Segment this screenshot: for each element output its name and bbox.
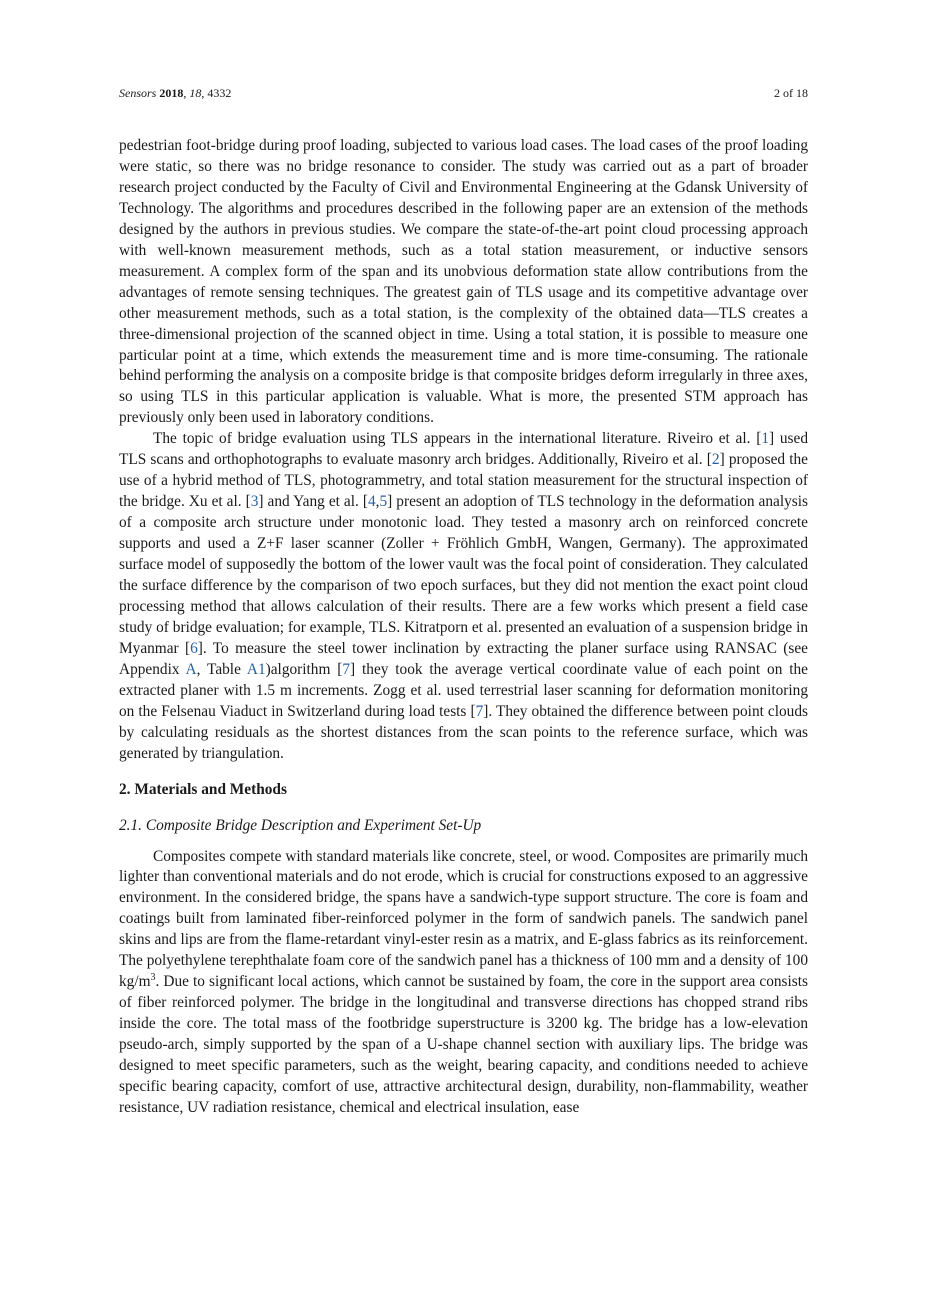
table-link[interactable]: A1 — [246, 660, 266, 678]
citation-link[interactable]: 2 — [711, 451, 720, 469]
citation-link[interactable]: 1 — [761, 430, 769, 448]
journal-volume: 18 — [189, 86, 202, 100]
citation-link[interactable]: 7 — [342, 660, 351, 678]
citation-link[interactable]: 6 — [190, 639, 198, 657]
citation-link[interactable]: 4 — [367, 493, 376, 511]
text-run: Composites compete with standard materials like concrete, steel, or wood. Composites are primarily much lighter than conventional materials and do not erode, which is crucial for constructions exposed to an aggressive environment. In the considered bridge, the spans have a sandwich-type support structure. The core is foam and coatings built from laminated fiber-reinforced polymer in the form of sandwich panels. The sandwich panel skins and lips are from the flame-retardant vinyl-ester resin as a matrix, and E-glass fabrics as its reinforcement. The polyethylene terephthalate foam core of the sandwich panel has a thickness of 100 mm and a density of 100 kg/m — [119, 847, 808, 991]
citation-link[interactable]: 3 — [250, 493, 259, 511]
subsection-heading: 2.1. Composite Bridge Description and Experiment Set-Up — [119, 816, 482, 834]
text-run: ] proposed the use of a hybrid method of TLS, photogrammetry, and total station measurement for the structural inspection of the bridge. Xu et al. [ — [119, 451, 808, 511]
section-heading: 2. Materials and Methods — [119, 780, 287, 798]
appendix-link[interactable]: A — [185, 660, 197, 678]
text-run: , — [375, 493, 380, 511]
paragraph-literature-review — [119, 429, 808, 764]
body-text — [119, 136, 808, 1119]
article-number: , 4332 — [201, 86, 232, 100]
superscript: 3 — [150, 972, 156, 984]
text-run: ] they took the average vertical coordinate value of each point on the extracted planer with 1.5 m increments. Zogg et al. used terrestrial laser scanning for deformation monitoring on the Felsenau Viaduct in Switzerland during load tests [ — [119, 660, 808, 720]
paragraph-intro-continued: pedestrian foot-bridge during proof loading, subjected to various load cases. The load cases of the proof loading were static, so there was no bridge resonance to consider. The study was carried out as a part of broader research project conducted by the Faculty of Civil and Environmental Engineering at the Gdansk University of Technology. The algorithms and procedures described in the following paper are an extension of the methods designed by the authors in previous studies. We compare the state-of-the-art point cloud processing approach with well-known measurement methods, such as a total station measurement, or inductive sensors measurement. A complex form of the span and its unobvious deformation state allow contributions from the advantages of remote sensing techniques. The greatest gain of TLS usage and its competitive advantage over other measurement methods, such as a total station, is the complexity of the obtained data—TLS creates a three-dimensional projection of the scanned object in time. Using a total station, it is possible to measure one particular point at a time, which extends the measurement time and is more time-consuming. The rationale behind performing the analysis on a composite bridge is that composite bridges deform irregularly in three axes, so using TLS in this particular application is valuable. What is more, the presented STM approach has previously only been used in laboratory conditions. — [119, 137, 809, 427]
text-run: ] and Yang et al. [ — [258, 493, 368, 511]
page-number: 2 of 18 — [774, 86, 808, 100]
running-header — [119, 86, 808, 101]
journal-year: 2018 — [159, 86, 184, 100]
journal-name: Sensors — [119, 86, 157, 100]
text-run: ] used TLS scans and orthophotographs to evaluate masonry arch bridges. Additionally, Riveiro et al. [ — [119, 430, 808, 469]
text-run: ] present an adoption of TLS technology in the deformation analysis of a composite arch structure under monotonic load. They tested a masonry arch on reinforced concrete supports and used a Z+F laser scanner (Zoller + Fröhlich GmbH, Wangen, Germany). The approximated surface model of supposedly the bottom of the lower vault was the focal point of consideration. They calculated the surface difference by the comparison of two epoch surfaces, but they did not mention the exact point cloud processing method that allows calculation of their results. There are a few works which present a field case study of bridge evaluation; for example, TLS. Kitratporn et al. presented an evaluation of a suspension bridge in Myanmar [ — [119, 493, 808, 657]
citation-link[interactable]: 5 — [379, 493, 388, 511]
text-run: , Table — [196, 660, 247, 678]
paragraph-bridge-description — [119, 847, 808, 1119]
text-run: ]. To measure the steel tower inclination by extracting the planer surface using RANSAC (see Appendix — [119, 639, 808, 678]
text-run: The topic of bridge evaluation using TLS appears in the international literature. Riveiro et al. [ — [153, 430, 762, 448]
text-run: ]. They obtained the difference between point clouds by calculating residuals as the shortest distances from the scan points to the reference surface, which was generated by triangulation. — [119, 702, 808, 762]
citation-link[interactable]: 7 — [475, 702, 484, 720]
text-run: )algorithm [ — [265, 660, 343, 678]
journal-citation: Sensors 2018, 18, 4332 — [119, 86, 232, 100]
text-run: . Due to significant local actions, which cannot be sustained by foam, the core in the support area consists of fiber reinforced polymer. The bridge in the longitudinal and transverse directions has chopped strand ribs inside the core. The total mass of the footbridge superstructure is 3200 kg. The bridge has a low-elevation pseudo-arch, simply supported by the span of a U-shape channel section with auxiliary lips. The bridge was designed to meet specific parameters, such as the weight, bearing capacity, and conditions needed to achieve specific bearing capacity, comfort of use, attractive architectural design, durability, non-flammability, weather resistance, UV radiation resistance, chemical and electrical insulation, ease — [119, 973, 808, 1116]
